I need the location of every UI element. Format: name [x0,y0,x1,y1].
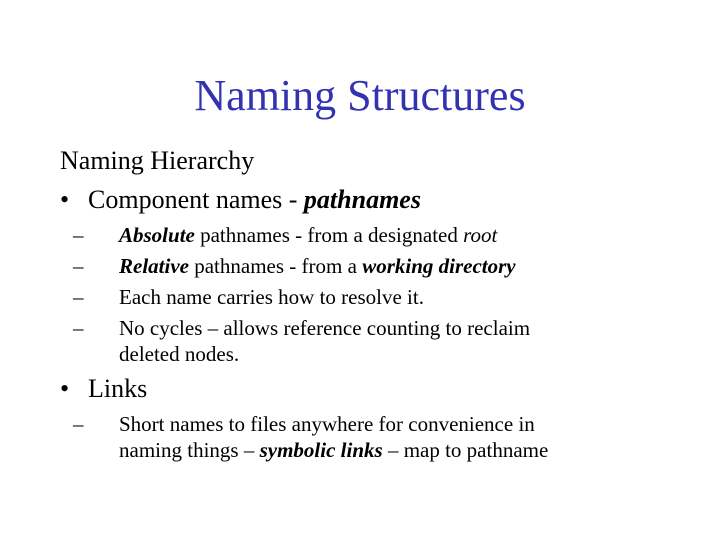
sub-item-short-names-line1: Short names to files anywhere for convenience in [119,412,535,436]
bullet-marker: • [60,185,70,214]
slide-title: Naming Structures [194,71,526,120]
bullet-component-names-emph: pathnames [303,185,421,214]
bullet-links-text: Links [88,374,148,403]
dash-marker: – [73,254,84,278]
dash-marker: – [73,223,84,247]
dash-marker: – [73,412,84,436]
bullet-component-names [60,185,421,215]
naming-hierarchy-heading: Naming Hierarchy [60,146,255,175]
bullet-links [60,374,147,404]
sub-item-no-cycles-line2: deleted nodes. [119,342,240,366]
sub-item-short-names-line2: naming things – symbolic links – map to pathname [119,438,549,462]
sub-item-absolute-text: Absolute pathnames - from a designated root [119,223,498,247]
sub-item-no-cycles-line1: No cycles – allows reference counting to reclaim [119,316,531,340]
dash-marker: – [73,316,84,340]
bullet-component-names-lead: Component names - [88,185,304,214]
dash-marker: – [73,285,84,309]
bullet-marker: • [60,374,70,403]
sub-item-each-name-text: Each name carries how to resolve it. [119,285,424,309]
sub-item-relative-text: Relative pathnames - from a working directory [119,254,516,278]
